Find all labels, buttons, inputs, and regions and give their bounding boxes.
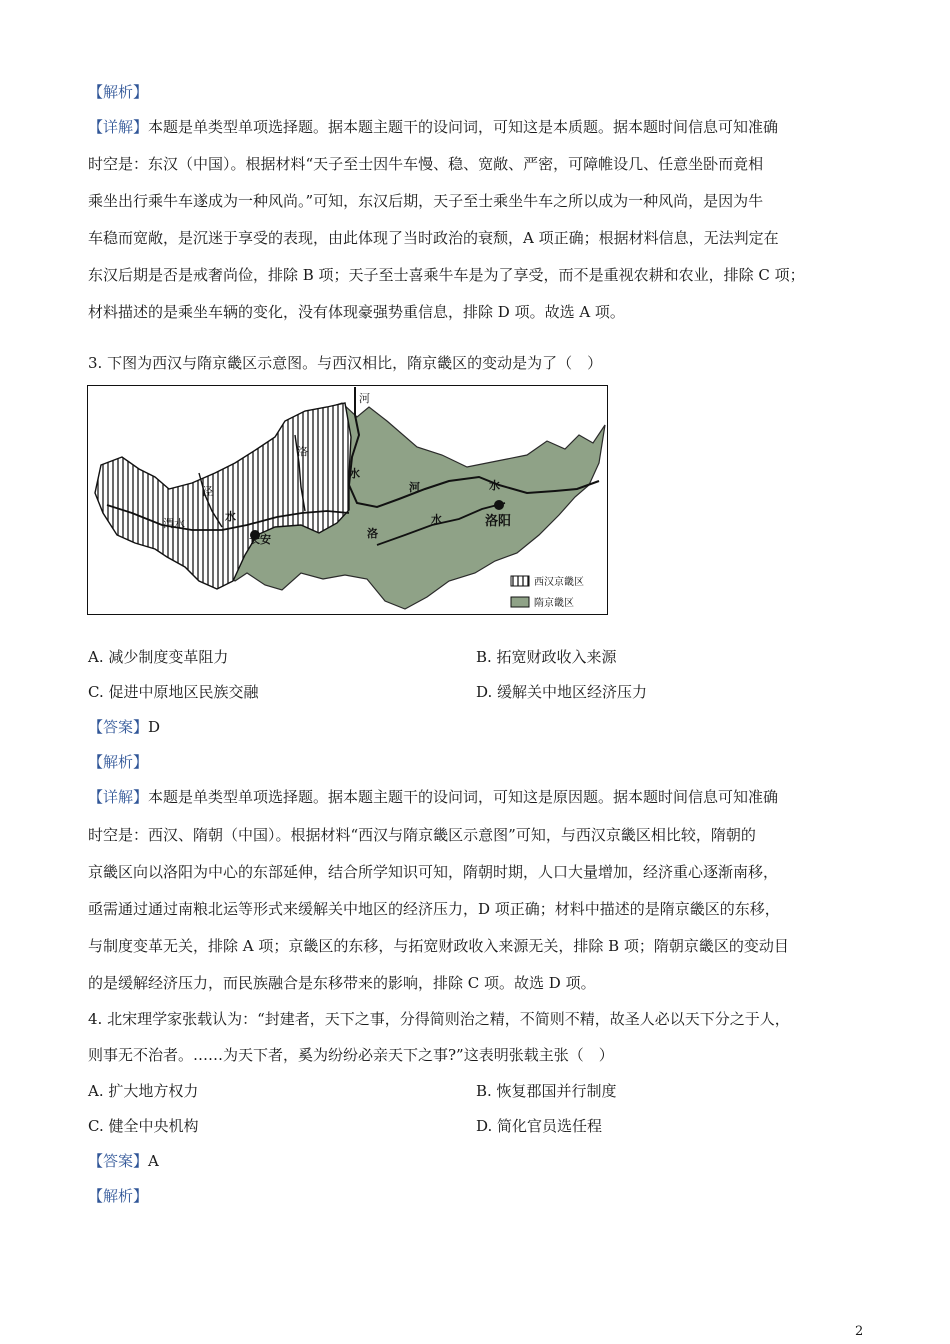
q3-option-a: A. 减少制度变革阻力 bbox=[88, 648, 229, 666]
map-label-luo-north: 洛 bbox=[297, 445, 308, 458]
q3-detail-text-1: 本题是单类型单项选择题。据本题主题干的设问词，可知这是原因题。据本题时间信息可知准确 bbox=[148, 788, 779, 806]
map-label-he-north: 河 bbox=[359, 392, 370, 405]
q2-detail-line-1 bbox=[88, 117, 778, 137]
map-label-jing: 泾 bbox=[202, 485, 213, 498]
q3-option-d: D. 缓解关中地区经济压力 bbox=[476, 683, 648, 701]
map-label-shui-south: 水 bbox=[431, 513, 442, 526]
map-label-wei: 渭水 bbox=[163, 517, 185, 530]
q4-option-d: D. 简化官员选任程 bbox=[476, 1117, 603, 1135]
q3-stem: 3. 下图为西汉与隋京畿区示意图。与西汉相比，隋京畿区的变动是为了（ ） bbox=[88, 354, 603, 372]
q4-option-c: C. 健全中央机构 bbox=[88, 1117, 199, 1135]
q2-detail-line-4: 车稳而宽敞，是沉迷于享受的表现，由此体现了当时政治的衰颓，A 项正确；根据材料信息，无法判定在 bbox=[88, 229, 779, 247]
map-label-luoyang: 洛阳 bbox=[485, 514, 512, 529]
map-label-shui-east: 水 bbox=[489, 479, 500, 492]
q3-option-b: B. 拓宽财政收入来源 bbox=[476, 648, 617, 666]
legend-sui-label: 隋京畿区 bbox=[534, 598, 574, 609]
q3-detail-line-5: 与制度变革无关，排除 A 项；京畿区的东移，与拓宽财政收入来源无关，排除 B 项；隋朝京畿区的变动目 bbox=[88, 937, 789, 955]
q4-stem-line-1: 4. 北宋理学家张载认为：“封建者，天下之事，分得简则治之精，不简则不精，故圣人必以天下分之于人， bbox=[88, 1010, 790, 1028]
q4-answer-value: A bbox=[148, 1152, 159, 1170]
q4-option-a: A. 扩大地方权力 bbox=[88, 1082, 199, 1100]
q3-detail-line-1 bbox=[88, 787, 778, 807]
q3-detail-line-4: 亟需通过通过南粮北运等形式来缓解关中地区的经济压力，D 项正确；材料中描述的是隋京畿区的东移， bbox=[88, 900, 780, 918]
q2-detail-text-1: 本题是单类型单项选择题。据本题主题干的设问词，可知这是本质题。据本题时间信息可知准确 bbox=[148, 118, 779, 136]
q3-option-c: C. 促进中原地区民族交融 bbox=[88, 683, 259, 701]
q3-answer-tag: 【答案】 bbox=[88, 718, 149, 736]
q3-jiexi-tag: 【解析】 bbox=[88, 753, 149, 771]
legend-sui-swatch bbox=[511, 597, 529, 607]
q4-answer-line bbox=[88, 1151, 159, 1171]
q3-answer-value: D bbox=[148, 718, 161, 736]
q3-detail-line-2: 时空是：西汉、隋朝（中国）。根据材料“西汉与隋京畿区示意图”可知，与西汉京畿区相比较，隋朝的 bbox=[88, 826, 756, 844]
q4-answer-tag: 【答案】 bbox=[88, 1152, 149, 1170]
q3-answer-line bbox=[88, 717, 160, 737]
luoyang-dot bbox=[494, 500, 504, 510]
capital-region-map bbox=[87, 385, 608, 615]
q3-detail-line-6: 的是缓解经济压力，而民族融合是东移带来的影响，排除 C 项。故选 D 项。 bbox=[88, 974, 596, 992]
q3-xiangjie-tag: 【详解】 bbox=[88, 788, 149, 806]
map-label-he-east: 河 bbox=[409, 481, 420, 494]
q3-detail-line-3: 京畿区向以洛阳为中心的东部延伸，结合所学知识可知，隋朝时期，人口大量增加，经济重心逐渐南移， bbox=[88, 863, 779, 881]
q4-stem-line-2: 则事无不治者。……为天下者，奚为纷纷必亲天下之事?”这表明张载主张（ ） bbox=[88, 1046, 614, 1064]
q4-option-b: B. 恢复郡国并行制度 bbox=[476, 1082, 617, 1100]
q2-jiexi-tag: 【解析】 bbox=[88, 83, 149, 101]
map-label-shui-north: 水 bbox=[349, 467, 360, 480]
map-label-shui-central: 水 bbox=[225, 510, 236, 523]
q4-jiexi-tag: 【解析】 bbox=[88, 1187, 149, 1205]
q2-xiangjie-tag: 【详解】 bbox=[88, 118, 149, 136]
legend-xihan-label: 西汉京畿区 bbox=[534, 577, 584, 588]
q2-detail-line-3: 乘坐出行乘牛车遂成为一种风尚。”可知，东汉后期，天子至士乘坐牛车之所以成为一种风尚，是因为牛 bbox=[88, 192, 764, 210]
q2-detail-line-2: 时空是：东汉（中国）。根据材料“天子至士因牛车慢、稳、宽敞、严密，可障帷设几、任意坐卧而竟相 bbox=[88, 155, 764, 173]
legend-xihan-swatch bbox=[511, 576, 529, 586]
q2-detail-line-5: 东汉后期是否是戒奢尚俭，排除 B 项；天子至士喜乘牛车是为了享受，而不是重视农耕和农业，排除 C 项； bbox=[88, 266, 805, 284]
map-label-changan: 长安 bbox=[249, 533, 271, 546]
map-label-luo-south: 洛 bbox=[367, 527, 378, 540]
q2-detail-line-6: 材料描述的是乘坐车辆的变化，没有体现豪强势重信息，排除 D 项。故选 A 项。 bbox=[88, 303, 625, 321]
page-number: 2 bbox=[855, 1324, 864, 1339]
